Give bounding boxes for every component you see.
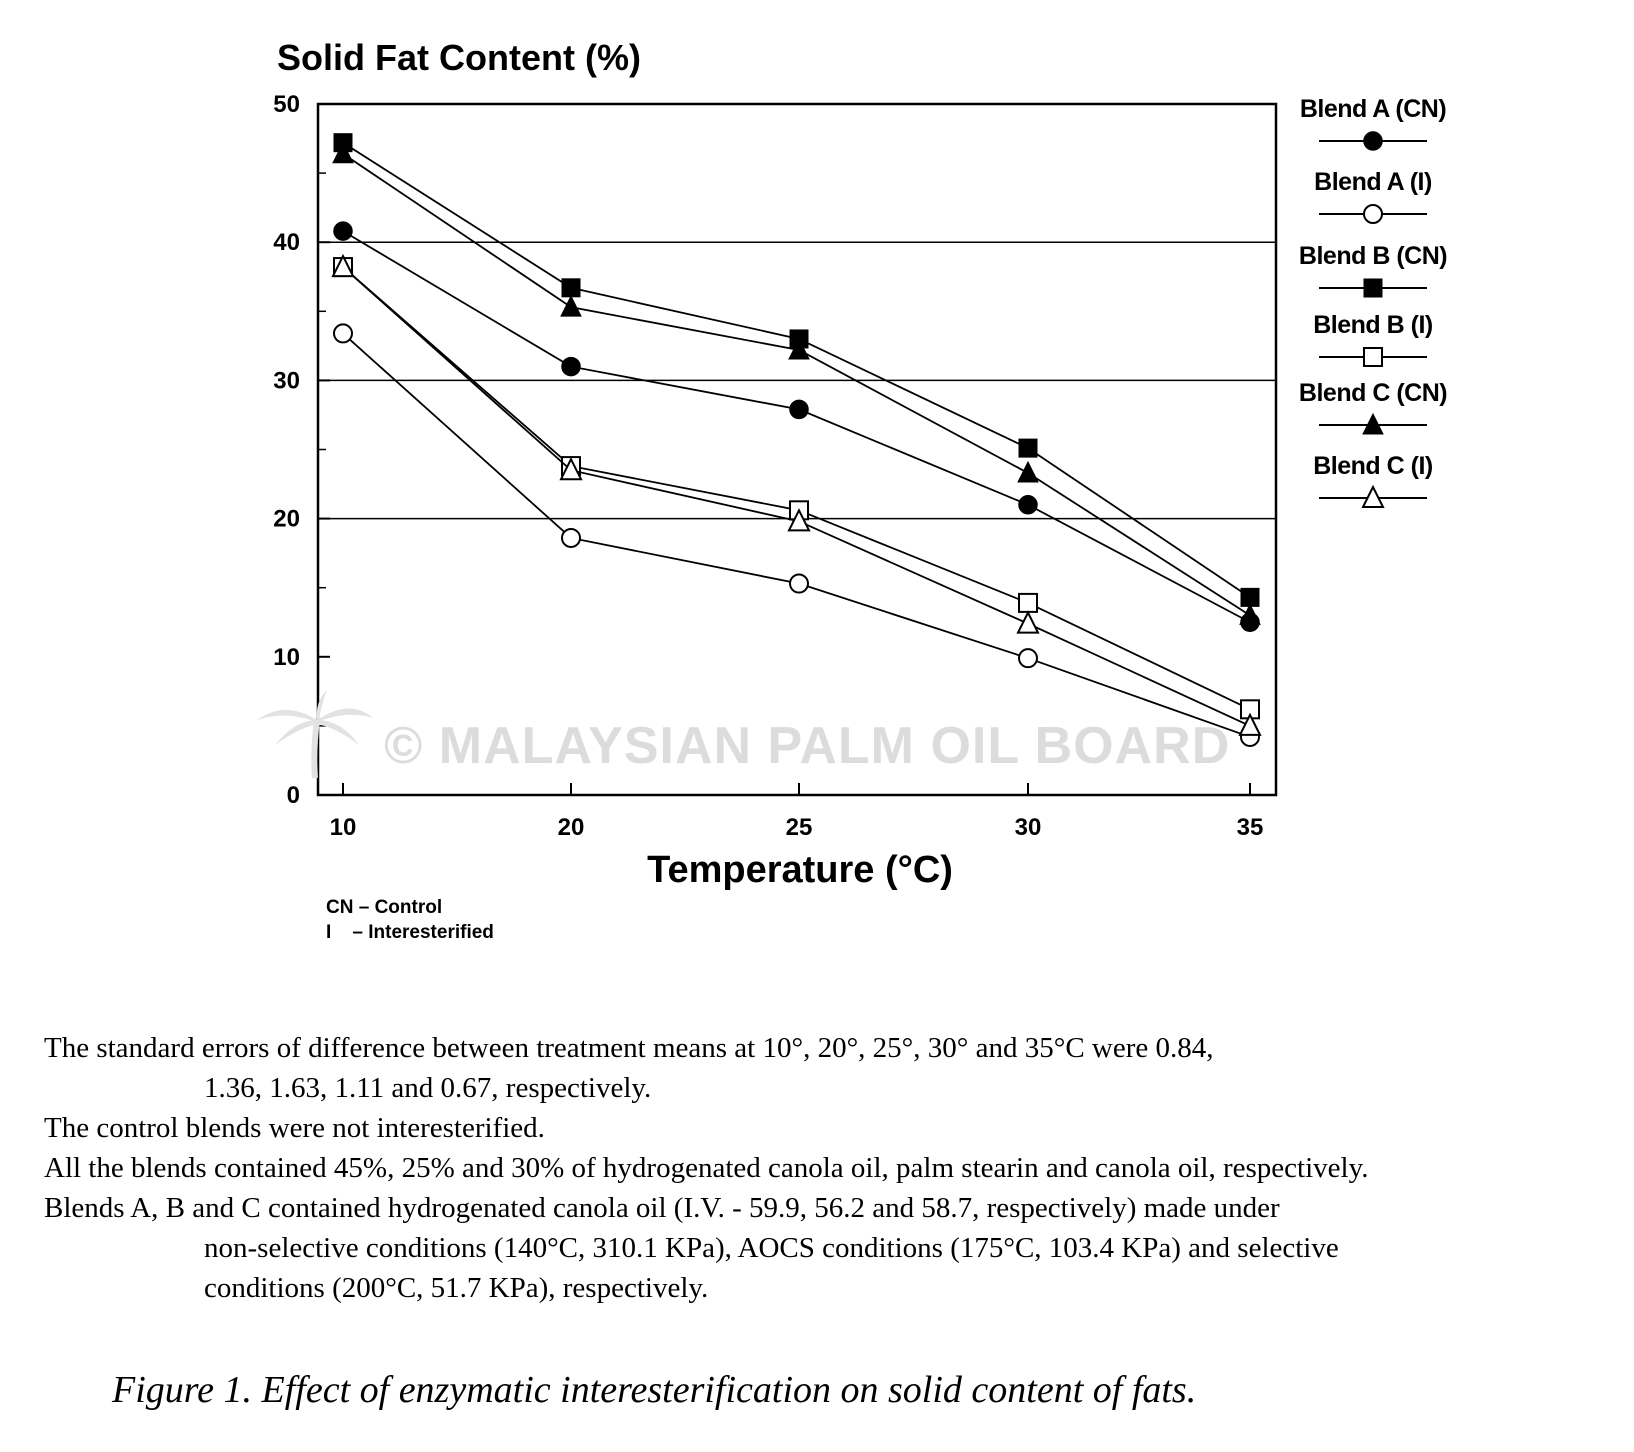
data-point: [790, 400, 808, 418]
y-tick-label: 20: [273, 505, 300, 533]
data-point: [561, 296, 581, 316]
legend-marker: [1364, 205, 1382, 223]
series-6: [333, 256, 1260, 735]
note-line-4c: conditions (200°C, 51.7 KPa), respectively.: [204, 1272, 709, 1304]
legend-marker: [1364, 348, 1382, 366]
series-line: [343, 231, 1250, 622]
notes-block: [44, 1028, 1614, 1308]
data-point: [562, 358, 580, 376]
data-point: [1019, 439, 1037, 457]
palm-logo-icon: [255, 690, 375, 785]
series-line: [343, 333, 1250, 737]
legend-item: [1314, 168, 1432, 223]
legend-item: [1299, 242, 1447, 297]
y-tick-label: 50: [273, 91, 300, 118]
abbrev-i: I – Interesterified: [326, 922, 494, 943]
legend-item: [1300, 95, 1446, 150]
y-tick-label: 10: [273, 643, 300, 671]
series-layer: [333, 134, 1260, 746]
data-point: [562, 279, 580, 297]
data-point: [1018, 613, 1038, 633]
data-point: [1019, 496, 1037, 514]
x-tick-label: 20: [557, 814, 585, 841]
y-tick-label: 40: [273, 229, 300, 257]
x-tick-label: 30: [1014, 814, 1042, 841]
x-tick-label: 10: [329, 814, 357, 841]
note-line-1: The standard errors of difference between treatment means at 10°, 20°, 25°, 30° and 35°C were 0.84,: [44, 1032, 1214, 1064]
legend: [1299, 95, 1447, 507]
data-point: [334, 324, 352, 342]
gridlines: [318, 173, 1276, 726]
y-tick-label: 0: [286, 782, 300, 809]
note-line-4: Blends A, B and C contained hydrogenated canola oil (I.V. - 59.9, 56.2 and 58.7, respectively) made under: [44, 1192, 1280, 1224]
legend-marker: [1364, 132, 1382, 150]
watermark: © MALAYSIAN PALM OIL BOARD: [384, 717, 1231, 775]
x-tick-label: 25: [785, 814, 813, 841]
legend-label: Blend B (I): [1313, 311, 1433, 339]
series-2: [334, 324, 1259, 746]
legend-label: Blend A (CN): [1299, 95, 1447, 123]
legend-label: Blend C (CN): [1298, 379, 1448, 407]
legend-marker: [1364, 279, 1382, 297]
x-axis-title: Temperature (°C): [647, 849, 953, 891]
data-point: [1019, 594, 1037, 612]
data-point: [562, 529, 580, 547]
abbrev-cn: CN – Control: [326, 897, 443, 918]
note-line-4b: non-selective conditions (140°C, 310.1 KPa), AOCS conditions (175°C, 103.4 KPa) and selective: [204, 1232, 1339, 1264]
legend-item: [1299, 379, 1447, 434]
chart-title: Solid Fat Content (%): [277, 37, 641, 78]
data-point: [334, 222, 352, 240]
series-3: [334, 134, 1259, 607]
plot-border: [318, 104, 1276, 795]
legend-label: Blend C (I): [1313, 452, 1433, 480]
plot-frame: [318, 104, 1276, 795]
data-point: [790, 575, 808, 593]
series-4: [334, 258, 1259, 718]
series-5: [333, 143, 1260, 625]
legend-label: Blend A (I): [1314, 168, 1432, 196]
data-point: [1018, 462, 1038, 482]
legend-item: [1313, 311, 1433, 366]
note-line-1b: 1.36, 1.63, 1.11 and 0.67, respectively.: [204, 1072, 652, 1104]
figure-caption: Figure 1. Effect of enzymatic interesterification on solid content of fats.: [112, 1369, 1197, 1411]
y-tick-label: 30: [273, 367, 300, 395]
note-line-2: The control blends were not interesterified.: [44, 1112, 545, 1144]
legend-item: [1313, 452, 1433, 507]
data-point: [1019, 649, 1037, 667]
note-line-3: All the blends contained 45%, 25% and 30% of hydrogenated canola oil, palm stearin and canola oil, respectively.: [44, 1152, 1369, 1184]
series-1: [334, 222, 1259, 631]
data-point: [1240, 604, 1260, 624]
series-line: [343, 154, 1250, 616]
legend-label: Blend B (CN): [1298, 242, 1448, 270]
x-tick-label: 35: [1236, 814, 1264, 841]
x-axis: [330, 783, 1264, 841]
